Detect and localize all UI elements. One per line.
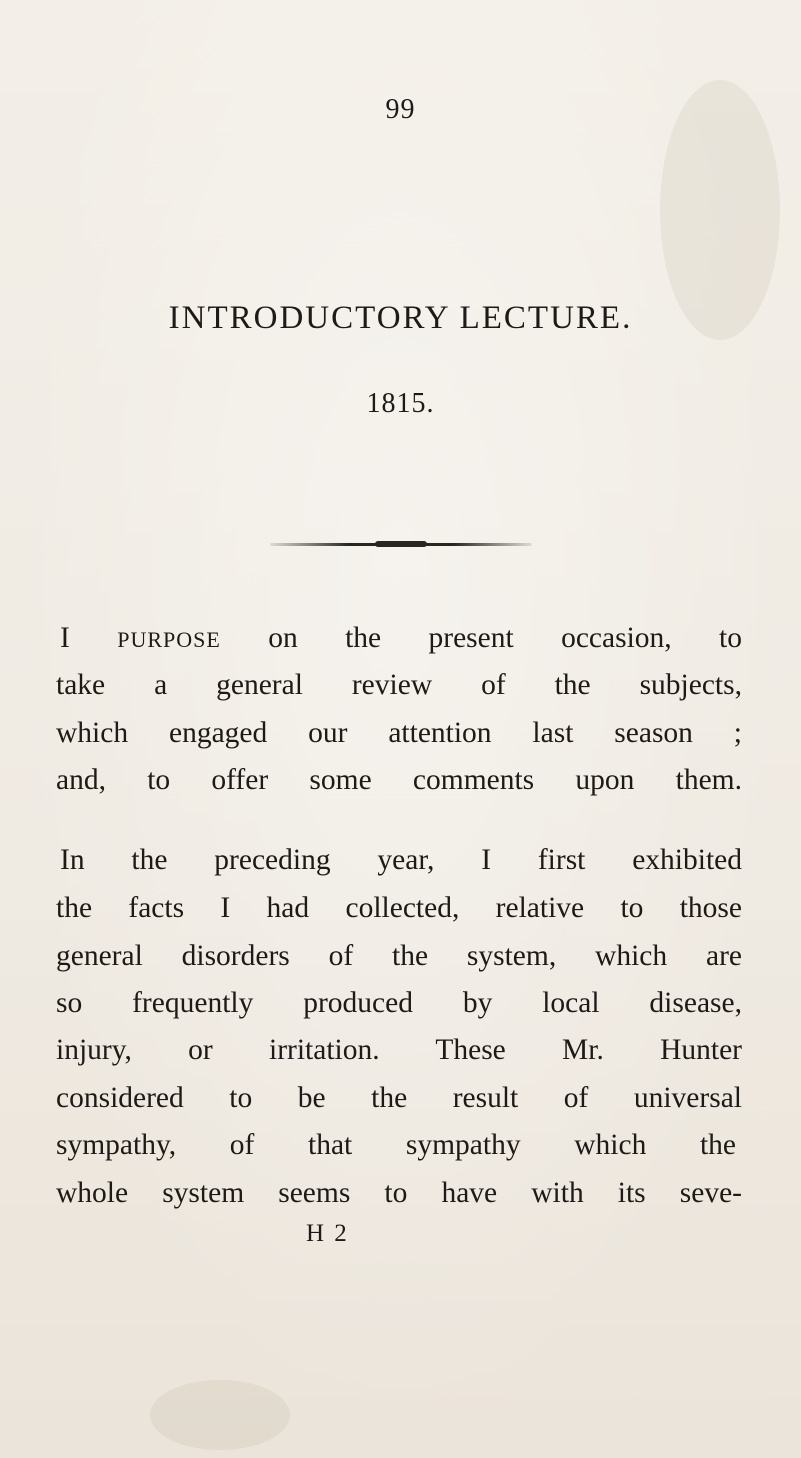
paragraph-2-line-2: the facts I had collected, relative to those [56,892,742,924]
paragraph-2-line-7: sympathy, of that sympathy which the [56,1129,736,1161]
paragraph-2-line-5: injury, or irritation. These Mr. Hunter [56,1034,742,1066]
signature-mark: H 2 [306,1220,349,1247]
paragraph-1-line-4: and, to offer some comments upon them. [56,764,742,796]
small-caps-word: PURPOSE [117,627,221,652]
line-text: on the present occasion, to [268,622,742,654]
lecture-title: INTRODUCTORY LECTURE. [168,300,633,336]
paragraph-2-line-8: whole system seems to have with its seve- [56,1177,742,1209]
paragraph-1-line-1 [60,618,742,658]
paragraph-2-line-6: considered to be the result of universal [56,1082,742,1114]
paragraph-2-line-3: general disorders of the system, which are [56,940,742,972]
page-number: 99 [385,94,416,125]
paper-stain [150,1380,290,1450]
section-divider-ornament [375,541,427,547]
paragraph-2-line-4: so frequently produced by local disease, [56,987,742,1019]
drop-letter: I [60,622,70,654]
paragraph-1-line-3: which engaged our attention last season ; [56,717,742,749]
lecture-year: 1815. [366,388,435,419]
paragraph-2-line-1: In the preceding year, I first exhibited [60,844,742,876]
paragraph-1-line-2: take a general review of the subjects, [56,669,742,701]
